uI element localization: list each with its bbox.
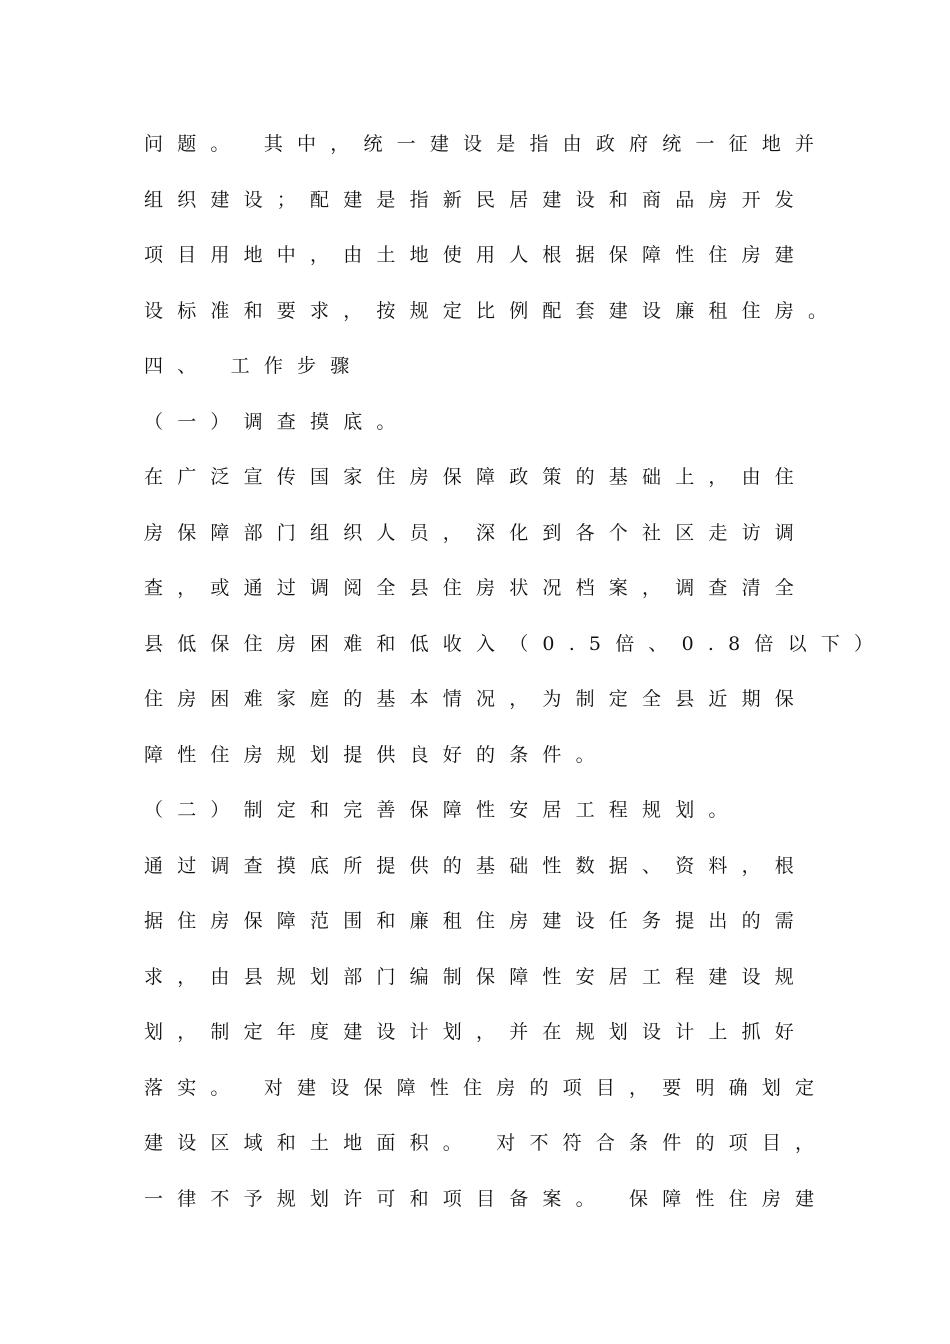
body-text [144, 124, 888, 1234]
text-line: 通过调查摸底所提供的基础性数据、资料，根 [144, 854, 809, 877]
text-line: 落实。 对建设保障性住房的项目，要明确划定 [144, 1076, 829, 1099]
text-line: 在广泛宣传国家住房保障政策的基础上，由住 [144, 466, 809, 488]
text-line: 建设区域和土地面积。 对不符合条件的项目， [144, 1132, 829, 1154]
text-line: 设标准和要求，按规定比例配套建设廉租住房。 [144, 299, 842, 322]
text-line: 问题。 其中，统一建设是指由政府统一征地并 [144, 133, 829, 155]
text-line: 项目用地中，由土地使用人根据保障性住房建 [144, 244, 809, 266]
text-line: 房保障部门组织人员，深化到各个社区走访调 [144, 521, 809, 544]
text-line: 障性住房规划提供良好的条件。 [144, 743, 609, 766]
text-line: 据住房保障范围和廉租住房建设任务提出的需 [144, 910, 809, 932]
text-line: 县低保住房困难和低收入（0.5倍、0.8倍以下） [144, 632, 888, 655]
text-line: 求，由县规划部门编制保障性安居工程建设规 [144, 965, 809, 988]
text-line: 划，制定年度建设计划，并在规划设计上抓好 [144, 1021, 809, 1043]
subsection-heading: （二）制定和完善保障性安居工程规划。 [144, 799, 742, 821]
text-line: 查，或通过调阅全县住房状况档案，调查清全 [144, 577, 809, 599]
text-line: 组织建设；配建是指新民居建设和商品房开发 [144, 188, 809, 211]
subsection-heading: （一）调查摸底。 [144, 410, 410, 433]
section-heading: 四、 工作步骤 [144, 355, 364, 377]
text-line: 一律不予规划许可和项目备案。 保障性住房建 [144, 1187, 829, 1210]
text-line: 住房困难家庭的基本情况，为制定全县近期保 [144, 688, 809, 710]
